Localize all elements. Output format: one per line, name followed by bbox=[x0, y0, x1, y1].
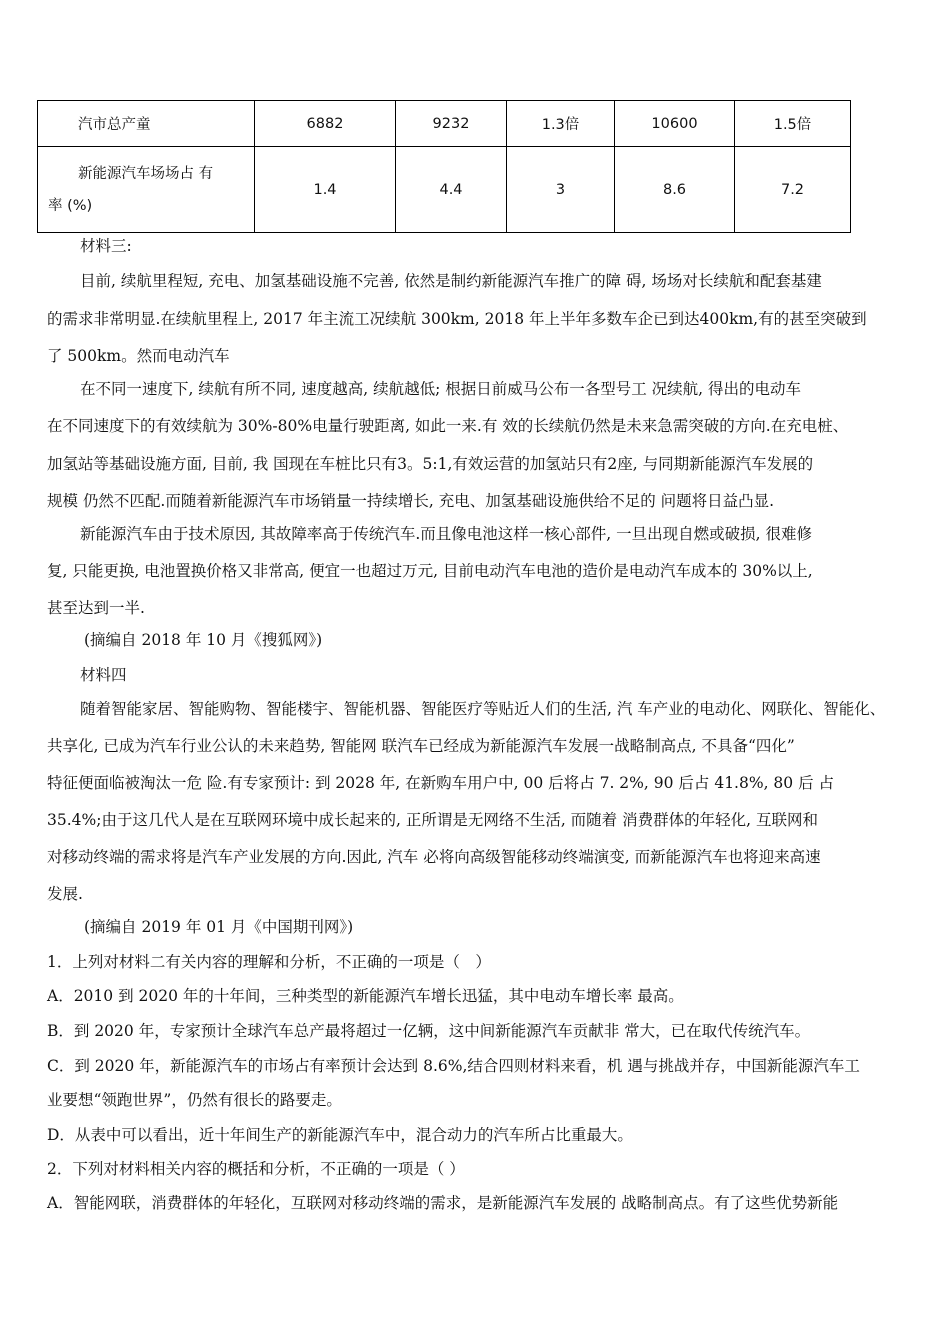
paragraph-line: 在不同一速度下, 续航有所不同, 速度越高, 续航越低; 根据日前威马公布一各型号工 况续航, 得出的电动车 bbox=[80, 380, 801, 398]
table-cell: 1.3倍 bbox=[507, 101, 615, 147]
question-1-option-a: A．2010 到 2020 年的十年间，三种类型的新能源汽车增长迅猛，其中电动车增长率 最高。 bbox=[47, 987, 684, 1005]
material3-source: (摘编自 2018 年 10 月《搜狐网》) bbox=[84, 631, 323, 649]
paragraph-line: 在不同速度下的有效续航为 30%-80%电量行驶距离, 如此一来.有 效的长续航仍然是未来急需突破的方向.在充电桩、 bbox=[47, 417, 849, 435]
paragraph-line: 发展. bbox=[47, 885, 83, 903]
paragraph-line: 目前, 续航里程短, 充电、加氢基础设施不完善, 依然是制约新能源汽车推广的障 碍, 场场对长续航和配套基建 bbox=[80, 272, 822, 290]
table-row-label bbox=[38, 147, 255, 233]
table-cell: 1.5倍 bbox=[735, 101, 851, 147]
table-cell: 10600 bbox=[615, 101, 735, 147]
paragraph-line: 35.4%;由于这几代人是在互联网环境中成长起来的, 正所谓是无网络不生活, 而随着 消费群体的年轻化, 互联网和 bbox=[47, 811, 818, 829]
material4-heading: 材料四 bbox=[80, 666, 127, 684]
question-2: 2．下列对材料相关内容的概括和分析，不正确的一项是（ ） bbox=[47, 1160, 465, 1178]
material3-heading: 材料三: bbox=[80, 237, 132, 255]
table-cell: 4.4 bbox=[396, 147, 507, 233]
paragraph-line: 复, 只能更换, 电池置换价格又非常高, 便宜一也超过万元, 目前电动汽车电池的造价是电动汽车成本的 30%以上, bbox=[47, 562, 813, 580]
question-1: 1．上列对材料二有关内容的理解和分析，不正确的一项是（ ） bbox=[47, 953, 491, 971]
paragraph-line: 特征便面临被淘汰一危 险.有专家预计: 到 2028 年, 在新购车用户中, 00 后将占 7. 2%, 90 后占 41.8%, 80 后 占 bbox=[47, 774, 834, 792]
question-1-option-c-cont: 业要想“领跑世界”，仍然有很长的路要走。 bbox=[47, 1091, 342, 1109]
table-row-label-line2: 率 (%) bbox=[48, 197, 93, 214]
paragraph-line: 了 500km。然而电动汽车 bbox=[47, 347, 230, 365]
paragraph-line: 甚至达到一半. bbox=[47, 599, 145, 617]
table-cell: 3 bbox=[507, 147, 615, 233]
paragraph-line: 加氢站等基础设施方面, 目前, 我 国现在车桩比只有3。5:1,有效运营的加氢站只有2座, 与同期新能源汽车发展的 bbox=[47, 455, 814, 473]
table-cell: 1.4 bbox=[255, 147, 396, 233]
table-row bbox=[38, 147, 851, 233]
table-cell: 8.6 bbox=[615, 147, 735, 233]
data-table bbox=[37, 100, 851, 233]
table-row-label: 汽市总产童 bbox=[38, 101, 255, 147]
material4-source: (摘编自 2019 年 01 月《中国期刊网》) bbox=[84, 918, 354, 936]
paragraph-line: 的需求非常明显.在续航里程上, 2017 年主流工况续航 300km, 2018 年上半年多数车企已到达400km,有的甚至突破到 bbox=[47, 310, 867, 328]
question-1-option-d: D．从表中可以看出，近十年间生产的新能源汽车中，混合动力的汽车所占比重最大。 bbox=[47, 1126, 633, 1144]
paragraph-line: 对移动终端的需求将是汽车产业发展的方向.因此, 汽车 必将向高级智能移动终端演变, 而新能源汽车也将迎来高速 bbox=[47, 848, 821, 866]
paragraph-line: 随着智能家居、智能购物、智能楼宇、智能机器、智能医疗等贴近人们的生活, 汽 车产业的电动化、网联化、智能化、 bbox=[80, 700, 886, 718]
table-row bbox=[38, 101, 851, 147]
table-cell: 7.2 bbox=[735, 147, 851, 233]
paragraph-line: 规模 仍然不匹配.而随着新能源汽车市场销量一持续增长, 充电、加氢基础设施供给不足的 问题将日益凸显. bbox=[47, 492, 775, 510]
table-cell: 9232 bbox=[396, 101, 507, 147]
table-cell: 6882 bbox=[255, 101, 396, 147]
table-row-label-line1: 新能源汽车场场占 有 bbox=[78, 165, 214, 182]
question-1-option-c: C．到 2020 年，新能源汽车的市场占有率预计会达到 8.6%,结合四则材料来看，机 遇与挑战并存，中国新能源汽车工 bbox=[47, 1057, 860, 1075]
question-1-option-b: B．到 2020 年，专家预计全球汽车总产最将超过一亿辆，这中间新能源汽车贡献非 常大，已在取代传统汽车。 bbox=[47, 1022, 811, 1040]
question-2-option-a: A．智能网联，消费群体的年轻化，互联网对移动终端的需求，是新能源汽车发展的 战略制高点。有了这些优势新能 bbox=[47, 1194, 839, 1212]
paragraph-line: 共享化, 已成为汽车行业公认的未来趋势, 智能网 联汽车已经成为新能源汽车发展一战略制高点, 不具备“四化” bbox=[47, 737, 795, 755]
paragraph-line: 新能源汽车由于技术原因, 其故障率高于传统汽车.而且像电池这样一核心部件, 一旦出现自燃或破损, 很难修 bbox=[80, 525, 812, 543]
